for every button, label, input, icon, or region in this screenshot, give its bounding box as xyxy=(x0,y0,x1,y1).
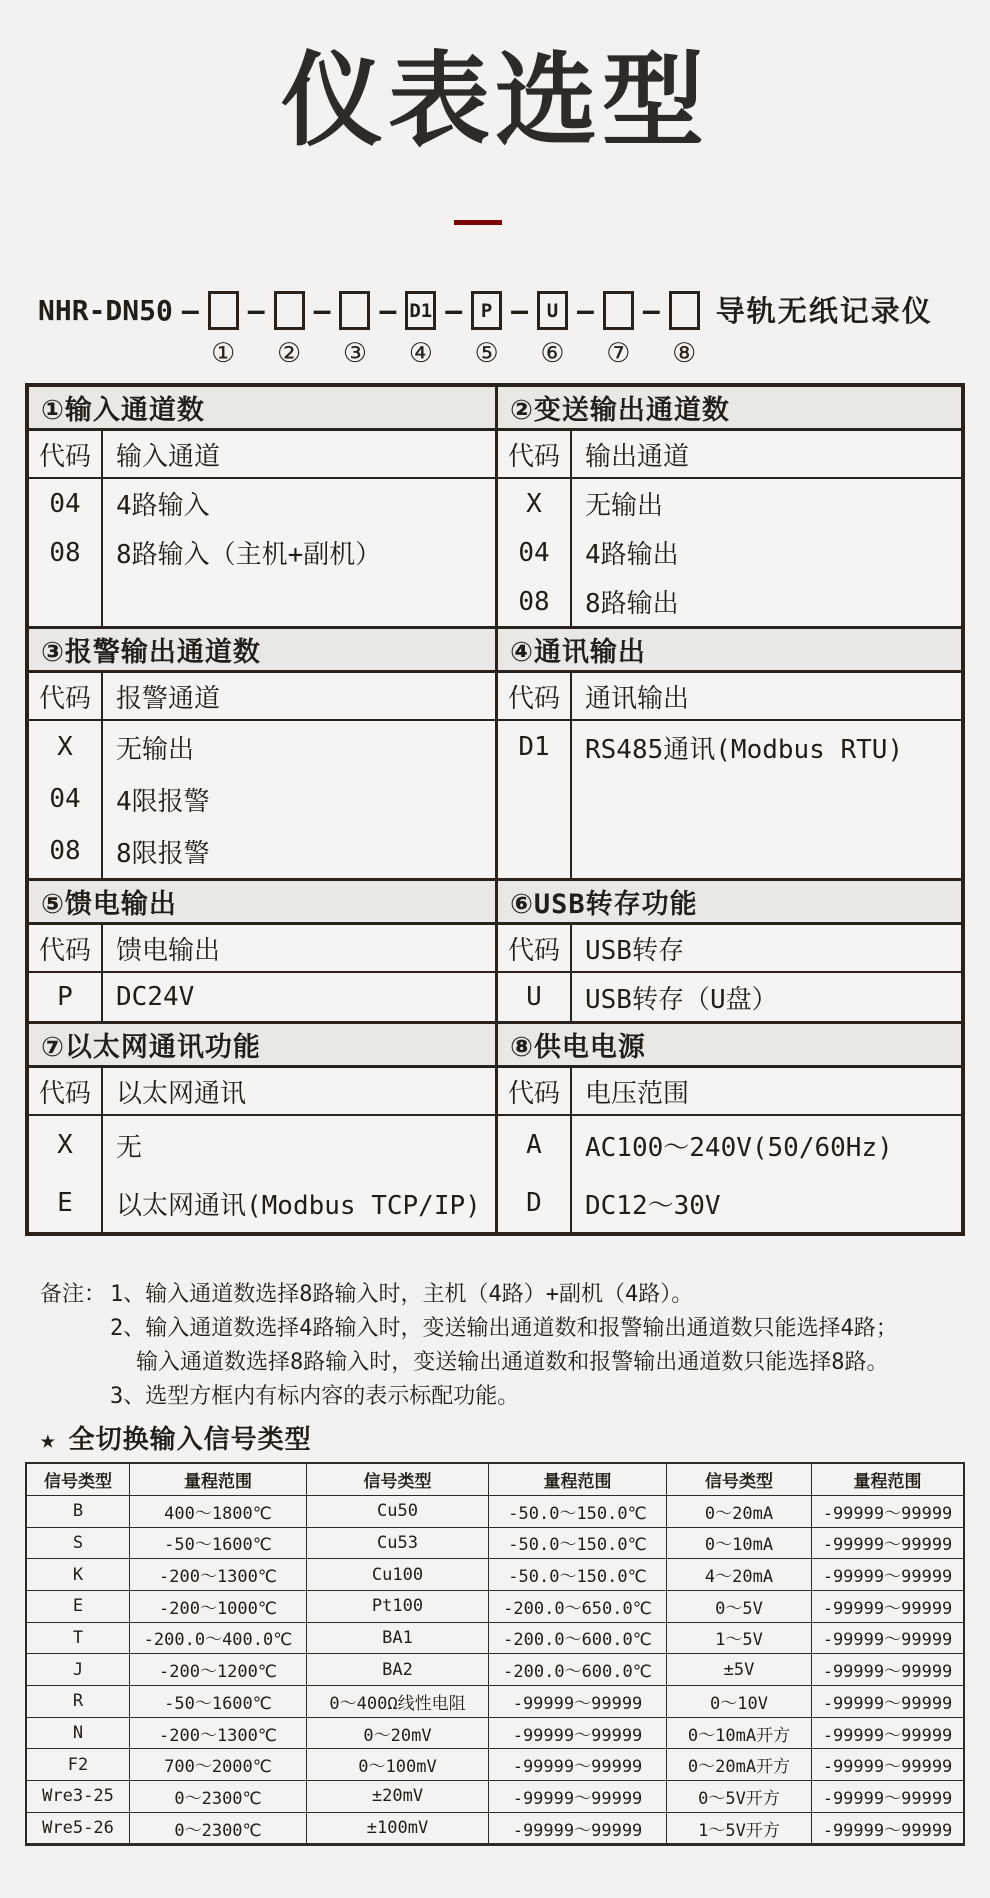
value-header-cell: 输入通道 xyxy=(116,441,221,472)
model-prefix: NHR-DN50 xyxy=(38,294,173,328)
label-cell: 8路输入（主机+副机） xyxy=(116,540,382,571)
table-row xyxy=(29,528,495,577)
dash-separator: – xyxy=(511,294,529,328)
signal-cell: -50.0～150.0℃ xyxy=(489,1496,667,1528)
signal-section-heading xyxy=(40,1424,990,1456)
signal-cell: 0～5V xyxy=(667,1591,812,1623)
note-line: 3、选型方框内有标内容的表示标配功能。 xyxy=(110,1384,520,1410)
code-cell: D xyxy=(498,1174,572,1232)
signal-cell: -50～1600℃ xyxy=(130,1686,307,1718)
code-cell: E xyxy=(29,1174,103,1232)
note-line: 1、输入通道数选择8路输入时，主机（4路）+副机（4路）。 xyxy=(110,1282,694,1308)
signal-cell: 1～5V xyxy=(667,1623,812,1655)
signal-cell: 0～100mV xyxy=(307,1749,489,1781)
section-body xyxy=(29,479,495,626)
code-header-row xyxy=(498,1068,961,1116)
section-title: ⑦以太网通讯功能 xyxy=(29,1024,495,1068)
signal-cell: -200～1200℃ xyxy=(130,1654,307,1686)
table-row xyxy=(29,721,495,773)
signal-cell: R xyxy=(27,1686,130,1718)
signal-cell: BA2 xyxy=(307,1654,489,1686)
signal-column-header: 量程范围 xyxy=(489,1464,667,1496)
signal-cell: -200.0～600.0℃ xyxy=(489,1623,667,1655)
model-box xyxy=(274,291,305,330)
star-icon: ★ xyxy=(40,1425,57,1456)
table-row xyxy=(29,825,495,877)
label-cell: RS485通讯(Modbus RTU) xyxy=(585,734,904,765)
model-box-column xyxy=(537,291,568,370)
table-row xyxy=(29,479,495,528)
signal-cell: 0～10V xyxy=(667,1686,812,1718)
slot-number: ⑤ xyxy=(474,338,499,370)
value-header-cell: 电压范围 xyxy=(585,1078,690,1109)
signal-cell: -99999～99999 xyxy=(489,1813,667,1845)
signal-cell: -200.0～650.0℃ xyxy=(489,1591,667,1623)
signal-type-table xyxy=(25,1462,965,1846)
code-header-cell: 代码 xyxy=(29,1068,103,1114)
code-header-row xyxy=(498,431,961,479)
model-code-line xyxy=(38,291,990,370)
code-cell: X xyxy=(29,721,103,773)
dash-separator: – xyxy=(445,294,463,328)
code-cell: 04 xyxy=(29,773,103,825)
model-box xyxy=(208,291,239,330)
signal-cell: B xyxy=(27,1496,130,1528)
filler-row xyxy=(29,577,495,626)
model-box: U xyxy=(537,291,568,330)
selection-section xyxy=(495,387,961,626)
model-box-column xyxy=(274,291,305,370)
signal-cell: 0～20mA开方 xyxy=(667,1749,812,1781)
model-box-column xyxy=(603,291,634,370)
table-row xyxy=(498,479,961,528)
model-slot xyxy=(173,291,239,370)
table-row xyxy=(29,1174,495,1232)
section-body xyxy=(29,721,495,878)
signal-cell: -99999～99999 xyxy=(812,1591,963,1623)
filler-code-cell xyxy=(29,877,103,878)
notes-lines xyxy=(106,1278,898,1414)
code-header-row xyxy=(498,673,961,721)
label-cell: 无输出 xyxy=(116,734,195,765)
dash-separator: – xyxy=(379,294,397,328)
section-title: ①输入通道数 xyxy=(29,387,495,431)
filler-label-cell xyxy=(572,773,961,878)
title-underline-accent xyxy=(454,220,502,225)
note-line: 2、输入通道数选择4路输入时，变送输出通道数和报警输出通道数只能选择4路； xyxy=(110,1316,898,1342)
signal-cell: -99999～99999 xyxy=(812,1781,963,1813)
label-cell: 无输出 xyxy=(585,491,664,522)
section-body xyxy=(498,721,961,878)
model-box-column xyxy=(471,291,502,370)
signal-cell: 400～1800℃ xyxy=(130,1496,307,1528)
selection-pair xyxy=(29,387,961,626)
slot-number: ② xyxy=(276,338,302,370)
signal-cell: -99999～99999 xyxy=(812,1528,963,1560)
selection-section xyxy=(495,629,961,878)
model-box xyxy=(339,291,370,330)
table-row xyxy=(29,973,495,1021)
code-header-row xyxy=(29,925,495,973)
section-body xyxy=(498,479,961,626)
code-header-cell: 代码 xyxy=(498,925,572,971)
signal-cell: 0～5V开方 xyxy=(667,1781,812,1813)
filler-label-cell xyxy=(103,577,495,626)
label-cell: 8限报警 xyxy=(116,838,210,869)
value-header-cell: 以太网通讯 xyxy=(116,1078,247,1109)
section-title: ④通讯输出 xyxy=(498,629,961,673)
selection-pair xyxy=(29,626,961,878)
signal-cell: ±100mV xyxy=(307,1813,489,1845)
model-slot xyxy=(239,291,305,370)
model-slot xyxy=(305,291,371,370)
slot-number: ⑥ xyxy=(540,338,565,370)
value-header-cell: 通讯输出 xyxy=(585,683,690,714)
signal-column-header: 信号类型 xyxy=(27,1464,130,1496)
dash-separator: – xyxy=(313,294,331,328)
page xyxy=(0,42,990,1898)
code-header-cell: 代码 xyxy=(29,431,103,477)
model-slot xyxy=(502,291,568,370)
section-body xyxy=(498,973,961,1021)
signal-column-header: 量程范围 xyxy=(130,1464,307,1496)
filler-row xyxy=(498,773,961,878)
signal-cell: Wre5-26 xyxy=(27,1813,130,1845)
signal-cell: 700～2000℃ xyxy=(130,1749,307,1781)
label-cell: USB转存（U盘） xyxy=(585,984,778,1015)
value-header-cell: USB转存 xyxy=(585,935,684,966)
code-header-cell: 代码 xyxy=(498,673,572,719)
section-title: ②变送输出通道数 xyxy=(498,387,961,431)
label-cell: 4限报警 xyxy=(116,786,210,817)
slot-number: ⑧ xyxy=(672,338,697,370)
section-title: ⑧供电电源 xyxy=(498,1024,961,1068)
table-row xyxy=(29,1116,495,1174)
signal-cell: E xyxy=(27,1591,130,1623)
code-cell: P xyxy=(29,973,103,1021)
signal-cell: 0～20mA xyxy=(667,1496,812,1528)
signal-cell: 0～2300℃ xyxy=(130,1813,307,1845)
slot-number: ⑦ xyxy=(606,338,631,370)
signal-cell: Cu53 xyxy=(307,1528,489,1560)
slot-number: ③ xyxy=(342,338,368,370)
code-header-cell: 代码 xyxy=(498,1068,572,1114)
signal-cell: -50.0～150.0℃ xyxy=(489,1559,667,1591)
label-cell: 8路输出 xyxy=(585,589,679,620)
selection-section xyxy=(29,387,495,626)
signal-cell: 0～2300℃ xyxy=(130,1781,307,1813)
filler-code-cell xyxy=(29,577,103,626)
signal-cell: 0～400Ω线性电阻 xyxy=(307,1686,489,1718)
code-cell: X xyxy=(498,479,572,528)
model-slot xyxy=(370,291,436,370)
dash-separator: – xyxy=(577,294,594,328)
filler-row xyxy=(29,877,495,878)
model-box xyxy=(669,291,700,330)
notes-label: 备注： xyxy=(40,1282,107,1308)
signal-cell: -99999～99999 xyxy=(812,1559,963,1591)
code-header-row xyxy=(498,925,961,973)
signal-cell: T xyxy=(27,1623,130,1655)
value-header-cell: 报警通道 xyxy=(116,683,221,714)
dash-separator: – xyxy=(642,294,660,328)
signal-column-header: 信号类型 xyxy=(307,1464,489,1496)
model-box-column xyxy=(405,291,436,370)
signal-cell: ±20mV xyxy=(307,1781,489,1813)
slot-number: ④ xyxy=(408,338,433,370)
selection-section xyxy=(29,1024,495,1232)
code-header-row xyxy=(29,1068,495,1116)
signal-cell: -99999～99999 xyxy=(812,1749,963,1781)
section-body xyxy=(29,973,495,1021)
model-suffix: 导轨无纸记录仪 xyxy=(715,294,933,329)
section-title: ⑥USB转存功能 xyxy=(498,881,961,925)
signal-cell: K xyxy=(27,1559,130,1591)
section-title: ③报警输出通道数 xyxy=(29,629,495,673)
signal-cell: BA1 xyxy=(307,1623,489,1655)
selection-section xyxy=(495,1024,961,1232)
section-body xyxy=(29,1116,495,1232)
signal-column-header: 信号类型 xyxy=(667,1464,812,1496)
code-header-cell: 代码 xyxy=(498,431,572,477)
signal-cell: -200～1000℃ xyxy=(130,1591,307,1623)
table-row xyxy=(498,1116,961,1174)
dash-separator: – xyxy=(247,294,265,328)
selection-table xyxy=(25,383,965,1236)
table-row xyxy=(498,528,961,577)
signal-cell: -50～1600℃ xyxy=(130,1528,307,1560)
note-line: 输入通道数选择8路输入时，变送输出通道数和报警输出通道数只能选择8路。 xyxy=(136,1350,889,1376)
model-box xyxy=(603,291,634,330)
signal-cell: -200～1300℃ xyxy=(130,1559,307,1591)
section-body xyxy=(498,1116,961,1232)
signal-cell: -99999～99999 xyxy=(489,1718,667,1750)
signal-heading-text: 全切换输入信号类型 xyxy=(68,1425,312,1456)
signal-cell: 0～10mA开方 xyxy=(667,1718,812,1750)
signal-cell: Pt100 xyxy=(307,1591,489,1623)
table-row xyxy=(498,973,961,1021)
label-cell: DC12～30V xyxy=(585,1190,721,1221)
signal-cell: S xyxy=(27,1528,130,1560)
signal-cell: -99999～99999 xyxy=(812,1654,963,1686)
value-header-cell: 馈电输出 xyxy=(116,935,221,966)
signal-cell: 0～20mV xyxy=(307,1718,489,1750)
signal-cell: -200～1300℃ xyxy=(130,1718,307,1750)
selection-section xyxy=(29,629,495,878)
code-cell: 08 xyxy=(498,577,572,626)
table-row xyxy=(498,577,961,626)
model-slot xyxy=(436,291,502,370)
code-cell: A xyxy=(498,1116,572,1174)
signal-cell: -99999～99999 xyxy=(489,1781,667,1813)
signal-cell: 0～10mA xyxy=(667,1528,812,1560)
dash-separator: – xyxy=(181,294,199,328)
code-cell: 08 xyxy=(29,528,103,577)
label-cell: 4路输入 xyxy=(116,491,210,522)
signal-cell: -99999～99999 xyxy=(812,1718,963,1750)
signal-cell: -99999～99999 xyxy=(812,1813,963,1845)
signal-cell: ±5V xyxy=(667,1654,812,1686)
signal-cell: -99999～99999 xyxy=(489,1686,667,1718)
signal-cell: N xyxy=(27,1718,130,1750)
section-title: ⑤馈电输出 xyxy=(29,881,495,925)
model-box-column xyxy=(669,291,700,370)
signal-cell: Cu50 xyxy=(307,1496,489,1528)
code-header-cell: 代码 xyxy=(29,673,103,719)
code-header-row xyxy=(29,673,495,721)
table-row xyxy=(498,721,961,773)
filler-label-cell xyxy=(103,877,495,878)
signal-cell: -50.0～150.0℃ xyxy=(489,1528,667,1560)
label-cell: AC100～240V(50/60Hz) xyxy=(585,1132,893,1163)
signal-cell: Cu100 xyxy=(307,1559,489,1591)
signal-cell: 4～20mA xyxy=(667,1559,812,1591)
signal-column-header: 量程范围 xyxy=(812,1464,963,1496)
signal-cell: J xyxy=(27,1654,130,1686)
signal-cell: -99999～99999 xyxy=(489,1749,667,1781)
code-cell: 08 xyxy=(29,825,103,877)
selection-section xyxy=(29,881,495,1021)
table-row xyxy=(498,1174,961,1232)
signal-cell: -99999～99999 xyxy=(812,1623,963,1655)
model-slots xyxy=(173,291,700,370)
code-header-cell: 代码 xyxy=(29,925,103,971)
model-slot xyxy=(634,291,700,370)
label-cell: 无 xyxy=(116,1132,143,1163)
code-cell: 04 xyxy=(498,528,572,577)
code-cell: 04 xyxy=(29,479,103,528)
label-cell: DC24V xyxy=(116,982,195,1013)
signal-cell: 1～5V开方 xyxy=(667,1813,812,1845)
code-cell: X xyxy=(29,1116,103,1174)
model-box: P xyxy=(471,291,502,330)
value-header-cell: 输出通道 xyxy=(585,441,690,472)
model-box-column xyxy=(339,291,370,370)
selection-section xyxy=(495,881,961,1021)
model-box: D1 xyxy=(405,291,436,330)
selection-pair xyxy=(29,1021,961,1232)
notes xyxy=(40,1278,990,1414)
model-box-column xyxy=(208,291,239,370)
selection-pair xyxy=(29,878,961,1021)
signal-cell: -200.0～400.0℃ xyxy=(130,1623,307,1655)
table-row xyxy=(29,773,495,825)
signal-cell: -99999～99999 xyxy=(812,1496,963,1528)
model-slot xyxy=(568,291,634,370)
signal-cell: -99999～99999 xyxy=(812,1686,963,1718)
code-cell: U xyxy=(498,973,572,1021)
code-cell: D1 xyxy=(498,721,572,773)
signal-cell: -200.0～600.0℃ xyxy=(489,1654,667,1686)
label-cell: 4路输出 xyxy=(585,540,679,571)
filler-code-cell xyxy=(498,773,572,878)
slot-number: ① xyxy=(211,338,236,370)
signal-cell: Wre3-25 xyxy=(27,1781,130,1813)
signal-cell: F2 xyxy=(27,1749,130,1781)
label-cell: 以太网通讯(Modbus TCP/IP) xyxy=(116,1190,481,1221)
code-header-row xyxy=(29,431,495,479)
page-title: 仪表选型 xyxy=(281,42,709,161)
